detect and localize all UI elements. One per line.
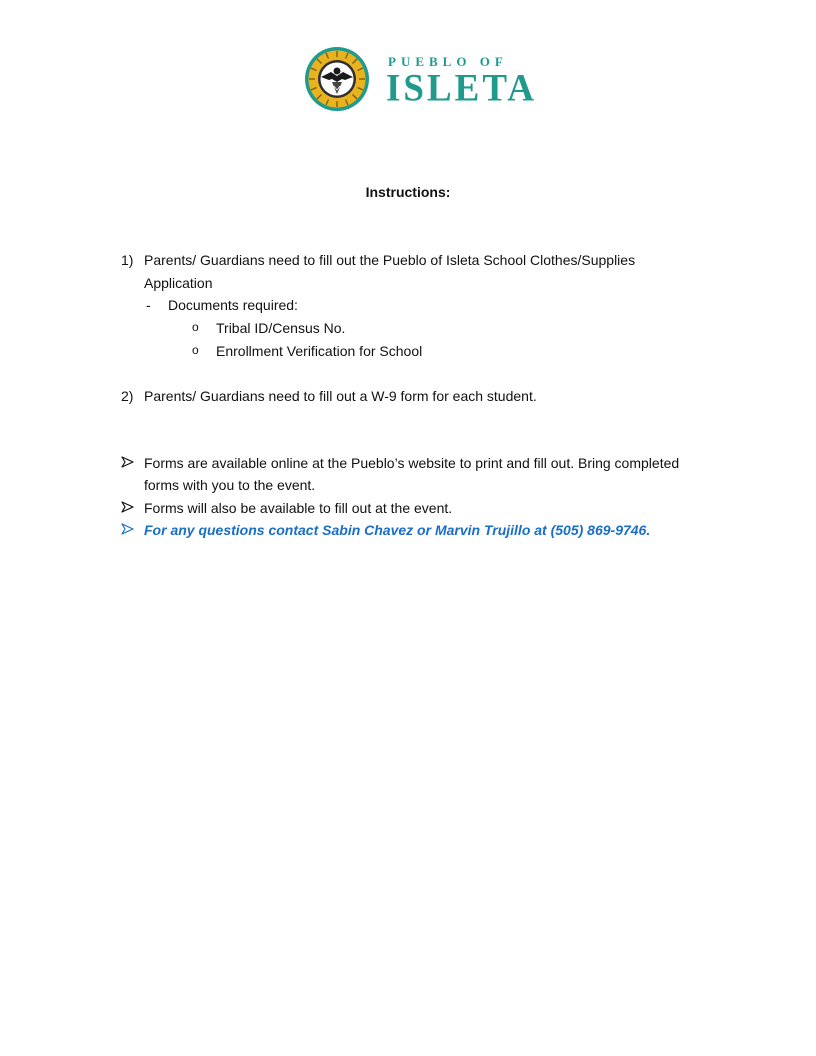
isleta-seal-icon bbox=[304, 46, 370, 112]
logo-text-pueblo-of: PUEBLO OF bbox=[388, 54, 508, 69]
bullet-circle-icon: o bbox=[192, 343, 199, 357]
step-2-number: 2) bbox=[121, 388, 134, 404]
documents-dash-marker: - bbox=[146, 297, 151, 313]
note-contact-info: For any questions contact Sabin Chavez or Marvin Trujillo at (505) 869-9746. bbox=[144, 522, 651, 538]
arrow-bullet-icon bbox=[121, 456, 134, 468]
arrow-bullet-icon bbox=[121, 501, 134, 513]
step-1-number: 1) bbox=[121, 252, 134, 268]
doc-item-tribal-id: Tribal ID/Census No. bbox=[216, 320, 346, 336]
step-1-text-cont: Application bbox=[144, 275, 213, 291]
arrow-bullet-icon bbox=[121, 523, 134, 535]
doc-item-enrollment-verification: Enrollment Verification for School bbox=[216, 343, 423, 359]
page-title: Instructions: bbox=[365, 184, 451, 200]
bullet-circle-icon: o bbox=[192, 320, 199, 334]
note-forms-online: Forms are available online at the Pueblo’s website to print and fill out. Bring completed bbox=[144, 455, 680, 471]
note-forms-online-cont: forms with you to the event. bbox=[144, 477, 316, 493]
logo-text-isleta: ISLETA bbox=[386, 66, 537, 110]
step-2-text: Parents/ Guardians need to fill out a W-9 form for each student. bbox=[144, 388, 537, 404]
documents-required-label: Documents required: bbox=[168, 297, 298, 313]
note-forms-at-event: Forms will also be available to fill out at the event. bbox=[144, 500, 453, 516]
pueblo-of-isleta-logo bbox=[304, 46, 537, 116]
step-1-text: Parents/ Guardians need to fill out the Pueblo of Isleta School Clothes/Supplies bbox=[144, 252, 636, 268]
